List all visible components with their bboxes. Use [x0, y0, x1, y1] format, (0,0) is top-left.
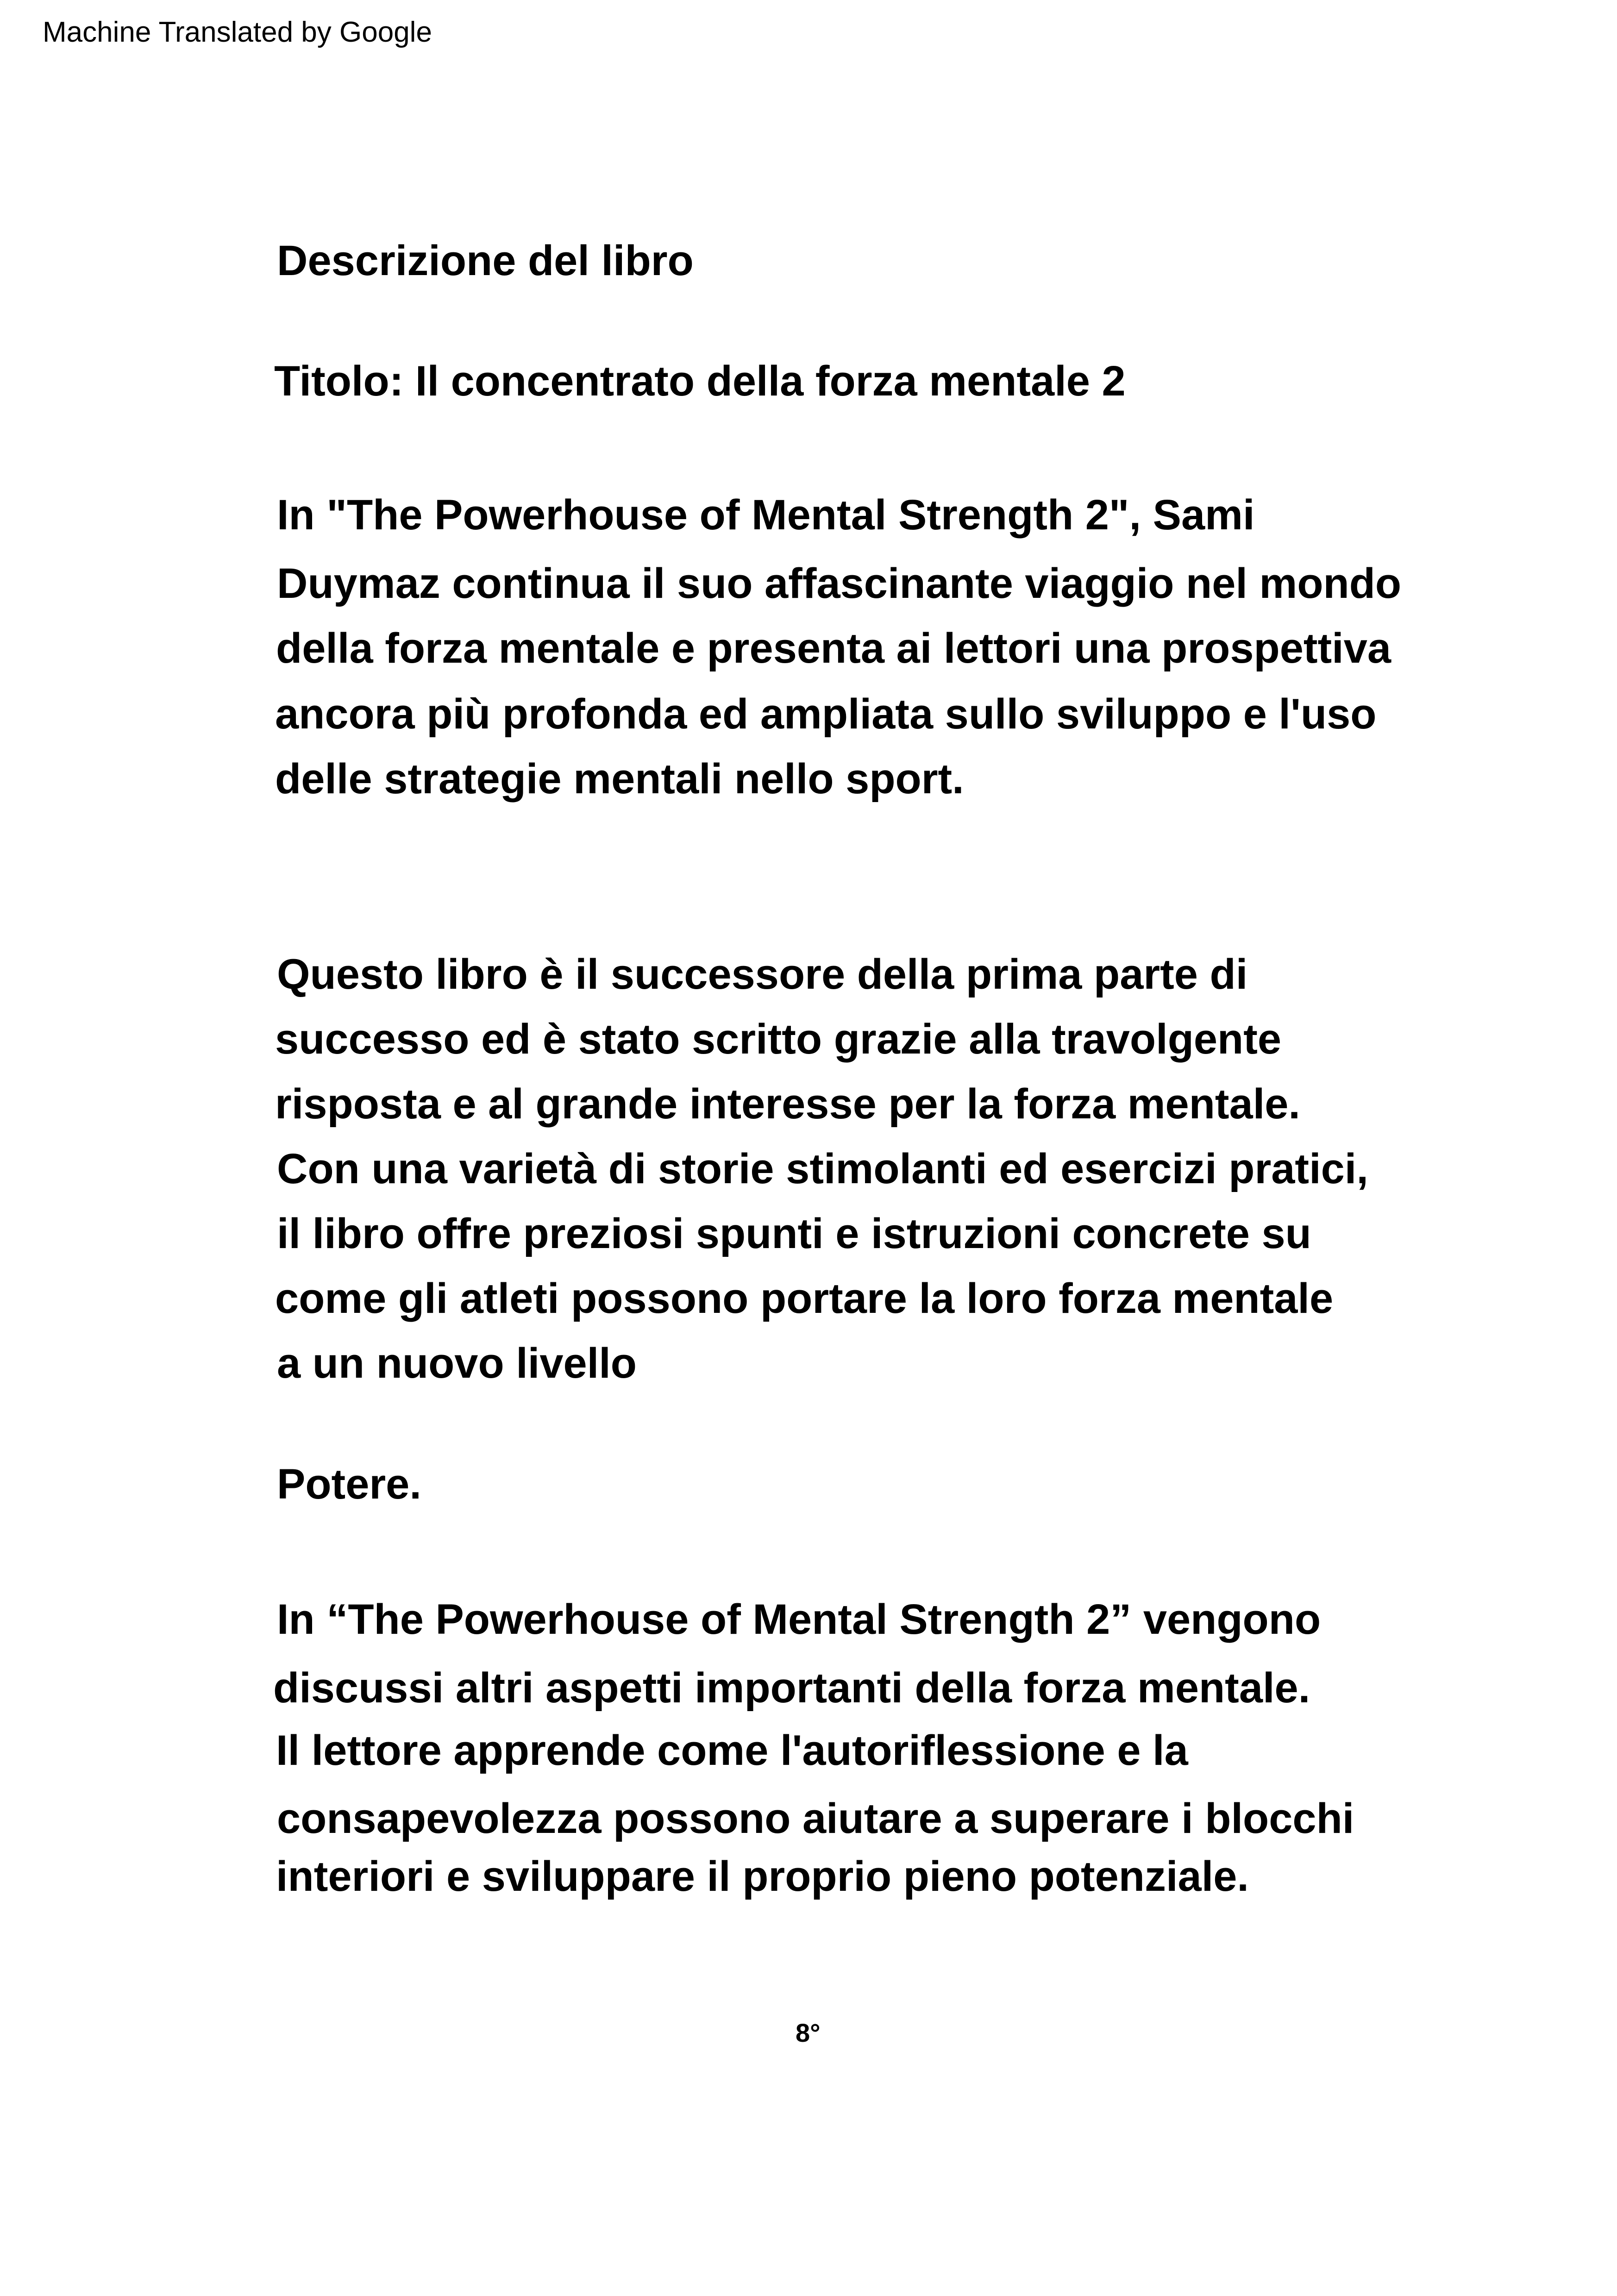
section-heading: Descrizione del libro	[277, 237, 694, 284]
machine-translation-watermark: Machine Translated by Google	[43, 16, 432, 48]
paragraph-line: discussi altri aspetti importanti della forza mentale.	[273, 1664, 1310, 1712]
standalone-word: Potere.	[277, 1461, 421, 1508]
paragraph-line: risposta e al grande interesse per la forza mentale.	[275, 1080, 1300, 1128]
paragraph-line: come gli atleti possono portare la loro forza mentale	[275, 1275, 1334, 1322]
paragraph-line: In “The Powerhouse of Mental Strength 2” vengono	[277, 1596, 1321, 1643]
paragraph-line: consapevolezza possono aiutare a superare i blocchi	[277, 1795, 1354, 1842]
paragraph-line: Questo libro è il successore della prima parte di	[277, 951, 1248, 998]
paragraph-line: Duymaz continua il suo affascinante viaggio nel mondo	[277, 560, 1402, 607]
paragraph-line: della forza mentale e presenta ai lettori una prospettiva	[276, 625, 1391, 672]
paragraph-line: delle strategie mentali nello sport.	[275, 755, 964, 803]
book-title-line: Titolo: Il concentrato della forza mentale 2	[274, 358, 1126, 405]
page-number: 8°	[796, 2018, 821, 2047]
paragraph-line: il libro offre preziosi spunti e istruzioni concrete su	[277, 1210, 1311, 1257]
paragraph-line: Con una varietà di storie stimolanti ed esercizi pratici,	[277, 1145, 1368, 1192]
paragraph-line: Il lettore apprende come l'autoriflessione e la	[276, 1727, 1188, 1774]
paragraph-line: successo ed è stato scritto grazie alla travolgente	[275, 1016, 1282, 1063]
paragraph-line: In "The Powerhouse of Mental Strength 2", Sami	[277, 491, 1255, 539]
paragraph-line: a un nuovo livello	[277, 1340, 637, 1387]
paragraph-line: interiori e sviluppare il proprio pieno potenziale.	[276, 1853, 1249, 1900]
paragraph-line: ancora più profonda ed ampliata sullo sviluppo e l'uso	[275, 690, 1377, 738]
